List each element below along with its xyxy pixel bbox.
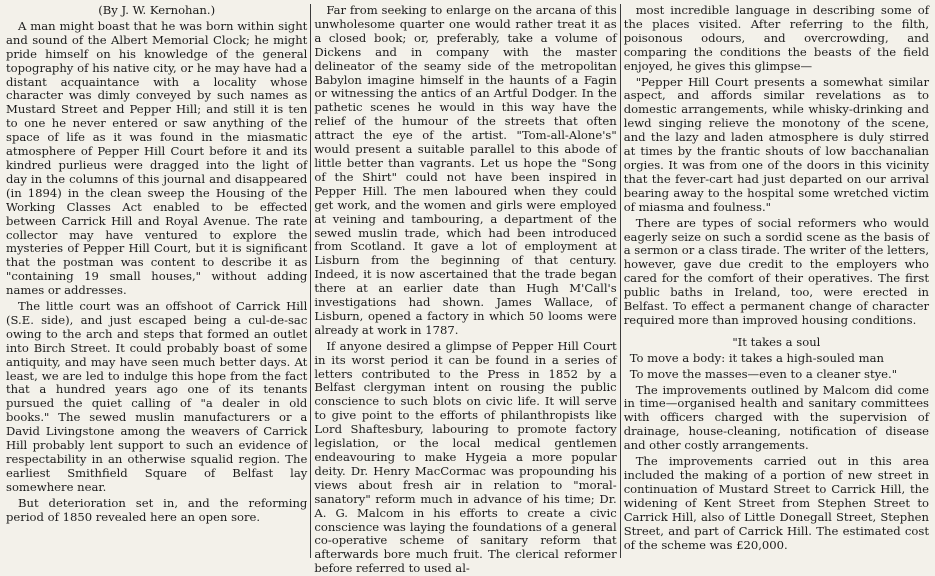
paragraph: But deterioration set in, and the reforming period of 1850 revealed here an open sore. bbox=[6, 495, 308, 524]
column-1 bbox=[3, 4, 310, 558]
paragraph: The improvements outlined by Malcom did come in time—organised health and sanitary committees with officers charged with the supervision of drainage, house-cleaning, notification of disease and other costly arrangements. bbox=[623, 382, 930, 453]
paragraph: If anyone desired a glimpse of Pepper Hill Court in its worst period it can be found in a series of letters contributed to the Press in 1852 by a Belfast clergyman intent on rousing the public conscience to such blots on civic life. It will serve to give point to the efforts of philanthropists like Lord Shaftesbury, labouring to promote factory legislation, or the local medical gentlemen endeavouring to make Hygeia a more popular deity. Dr. Henry MacCormac was propounding his views about fresh air in relation to "moral-sanatory" reform much in advance of his time; Dr. A. G. Malcom in his efforts to create a civic conscience was laying the foundations of a general co-operative scheme of sanitary reform that afterwards bore much fruit. The clerical reformer before referred to used al- bbox=[314, 338, 617, 576]
paragraph: most incredible language in describing some of the places visited. After referring to the filth, poisonous odours, and overcrowding, and comparing the conditions the beasts of the field enjoyed, he gives this glimpse— bbox=[623, 3, 930, 73]
byline: (By J. W. Kernohan.) bbox=[98, 3, 216, 17]
column-3 bbox=[621, 4, 932, 558]
verse-line: To move a body: it takes a high-souled man bbox=[629, 350, 884, 365]
verse-subhead: "It takes a soul bbox=[732, 334, 821, 349]
paragraph: There are types of social reformers who would eagerly seize on such a sordid scene as the basis of a sermon or a class tirade. The writer of the letters, however, gave due credit to the employers who cared for the comfort of their operatives. The first public baths in Ireland, too, were erected in Belfast. To effect a permanent change of character required more than improved housing conditions. bbox=[623, 215, 930, 327]
quotation: "Pepper Hill Court presents a somewhat similar aspect, and affords similar revelations as to domestic arrangements, while whisky-drinking and lewd singing relieve the monotony of the scene, and the lazy and laden atmosphere is duly stirred at times by the frantic shouts of low bacchanalian orgies. It was from one of the doors in this vicinity that the fever-cart had just departed on our arrival bearing away to the hospital some wretched victim of miasma and foulness." bbox=[623, 74, 930, 214]
paragraph: A man might boast that he was born within sight and sound of the Albert Memorial Clock; he might pride himself on his knowledge of the general topography of his native city, or he may have had a distant acquaintance with a locality whose character was dimly conveyed by such names as Mustard Street and Pepper Hill; and still it is ten to one he never entered or saw anything of the space of life as it was found in the miasmatic atmosphere of Pepper Hill Court before it and its kindred purlieus were dragged into the light of day in the columns of this journal and disappeared (in 1894) in the clean sweep the Housing of the Working Classes Act enabled to be effected between Carrick Hill and Royal Avenue. The rate collector may have ventured to explore the mysteries of Pepper Hill Court, but it is significant that the postman was content to describe it as "containing 19 small houses," without adding names or addresses. bbox=[6, 18, 308, 298]
paragraph: Far from seeking to enlarge on the arcana of this unwholesome quarter one would rather treat it as a closed book; or, preferably, take a volume of Dickens and in company with the master delineator of the seamy side of the metropolitan Babylon imagine himself in the haunts of a Fagin or witnessing the antics of an Artful Dodger. In the pathetic scenes he would in this way have the relief of the humour of the streets that often attract the eye of the artist. "Tom-all-Alone's" would present a suitable parallel to this abode of little better than vagrants. Let us hope the "Song of the Shirt" could not have been inspired in Pepper Hill. The men laboured when they could get work, and the women and girls were employed at veining and tambouring, a department of the sewed muslin trade, which had been introduced from Scotland. It gave a lot of employment at Lisburn from the beginning of that century. Indeed, it is now ascertained that the trade began there at an earlier date than Hugh M'Call's investigations had shown. James Wallace, of Lisburn, opened a factory in which 50 looms were already at work in 1787. bbox=[314, 3, 617, 337]
paragraph: The little court was an offshoot of Carrick Hill (S.E. side), and just escaped being a cul-de-sac owing to the arch and steps that formed an outlet into Birch Street. It could probably boast of some antiquity, and may have seen much better days. At least, we are led to indulge this hope from the fact that a hundred years ago one of its tenants pursued the quiet calling of "a dealer in old books." The sewed muslin manufacturers or a David Livingstone among the weavers of Carrick Hill probably lent support to such an evidence of respectability in an otherwise squalid region. The earliest Smithfield Square of Belfast lay somewhere near. bbox=[6, 299, 308, 494]
column-2 bbox=[311, 3, 619, 576]
paragraph: The improvements carried out in this area included the making of a portion of new street in continuation of Mustard Street to Carrick Hill, the widening of Kent Street from Stephen Street to Carrick Hill, also of Little Donegall Street, Stephen Street, and part of Carrick Hill. The estimated cost of the scheme was £20,000. bbox=[623, 454, 930, 552]
verse-line: To move the masses—even to a cleaner stye." bbox=[629, 366, 898, 381]
